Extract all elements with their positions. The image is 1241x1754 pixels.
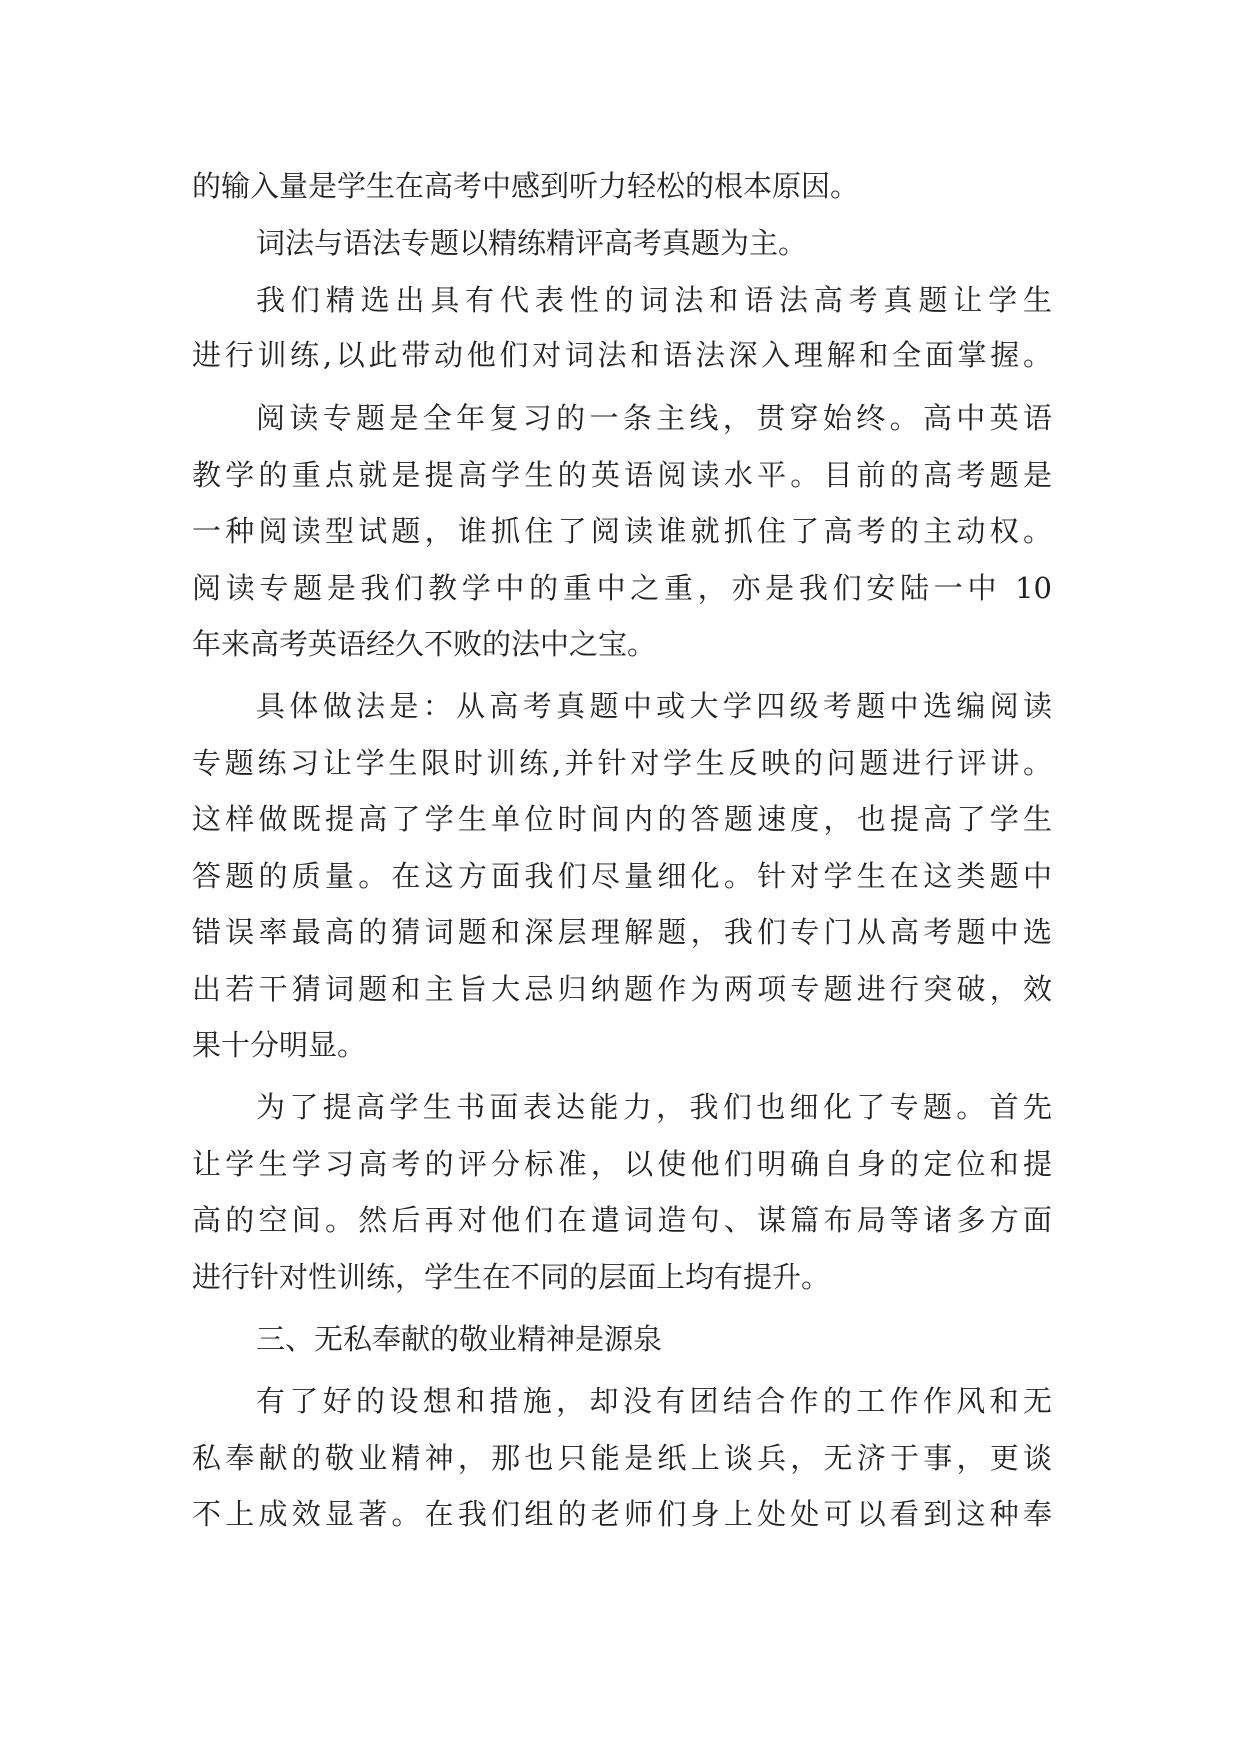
body-text-line: 私奉献的敬业精神，那也只能是纸上谈兵，无济于事，更谈 bbox=[192, 1441, 1052, 1475]
body-text-line: 一种阅读型试题，谁抓住了阅读谁就抓住了高考的主动权。 bbox=[192, 514, 1052, 548]
body-text-line: 具体做法是：从高考真题中或大学四级考题中选编阅读 bbox=[256, 689, 1052, 723]
body-text-line: 阅读专题是全年复习的一条主线，贯穿始终。高中英语 bbox=[256, 401, 1052, 435]
body-text-line: 我们精选出具有代表性的词法和语法高考真题让学生 bbox=[256, 283, 1052, 317]
body-text-line: 阅读专题是我们教学中的重中之重，亦是我们安陆一中 10 bbox=[192, 571, 1052, 605]
body-text-line: 让学生学习高考的评分标准，以使他们明确自身的定位和提 bbox=[192, 1147, 1052, 1181]
body-text-line: 有了好的设想和措施，却没有团结合作的工作作风和无 bbox=[256, 1384, 1052, 1418]
body-text-line: 专题练习让学生限时训练,并针对学生反映的问题进行评讲。 bbox=[192, 746, 1052, 780]
body-text-line: 不上成效显著。在我们组的老师们身上处处可以看到这种奉 bbox=[192, 1497, 1052, 1531]
body-text-line: 词法与语法专题以精练精评高考真题为主。 bbox=[256, 226, 808, 260]
body-text-line: 教学的重点就是提高学生的英语阅读水平。目前的高考题是 bbox=[192, 458, 1052, 492]
body-text-line: 高的空间。然后再对他们在遣词造句、谋篇布局等诸多方面 bbox=[192, 1203, 1052, 1237]
section-heading: 三、无私奉献的敬业精神是源泉 bbox=[256, 1322, 663, 1356]
body-text-line: 为了提高学生书面表达能力，我们也细化了专题。首先 bbox=[256, 1090, 1052, 1124]
body-text-line: 年来高考英语经久不败的法中之宝。 bbox=[192, 627, 657, 661]
body-text-line: 进行训练,以此带动他们对词法和语法深入理解和全面掌握。 bbox=[192, 338, 1052, 372]
body-text-line: 的输入量是学生在高考中感到听力轻松的根本原因。 bbox=[192, 169, 860, 203]
body-text-line: 果十分明显。 bbox=[192, 1028, 367, 1062]
body-text-line: 进行针对性训练，学生在不同的层面上均有提升。 bbox=[192, 1260, 831, 1294]
body-text-line: 答题的质量。在这方面我们尽量细化。针对学生在这类题中 bbox=[192, 859, 1052, 893]
body-text-line: 错误率最高的猜词题和深层理解题，我们专门从高考题中选 bbox=[192, 915, 1052, 949]
body-text-line: 这样做既提高了学生单位时间内的答题速度，也提高了学生 bbox=[192, 802, 1052, 836]
body-text-line: 出若干猜词题和主旨大忌归纳题作为两项专题进行突破，效 bbox=[192, 972, 1052, 1006]
